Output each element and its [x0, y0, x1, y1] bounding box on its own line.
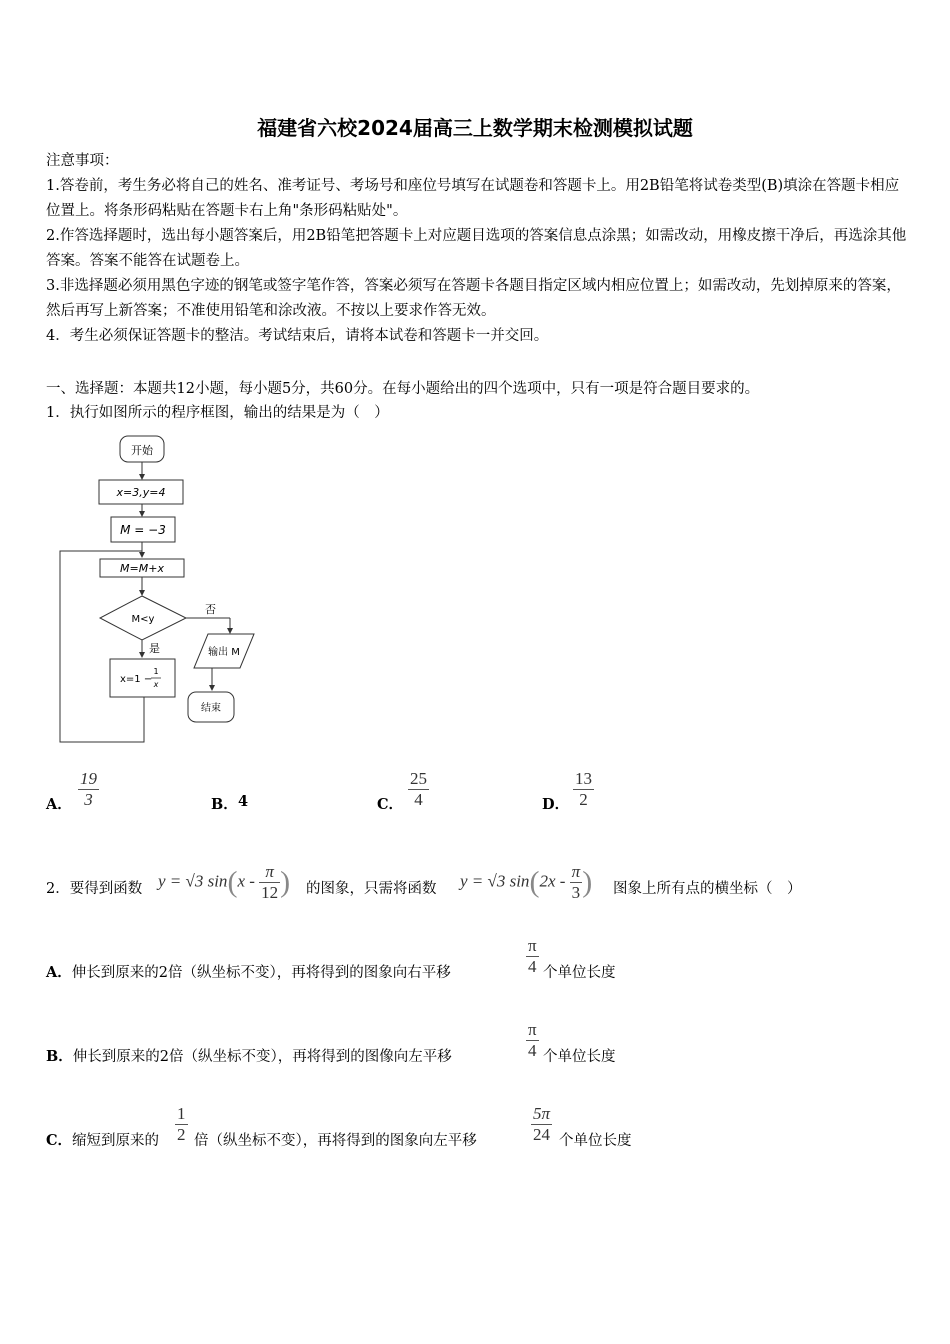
- q2-option-c-frac-1: $\frac{1}{2}$: [177, 1104, 186, 1144]
- notice-item-2: 2.作答选择题时，选出每小题答案后，用2B铅笔把答题卡上对应题目选项的答案信息点涂黑；如需改动，用橡皮擦干净后，再选涂其他答案。答案不能答在试题卷上。: [46, 228, 907, 269]
- notice-heading: 注意事项：: [46, 153, 119, 169]
- flow-assign-label: x=1 −: [120, 674, 153, 685]
- q2-option-c-middle: 倍（纵坐标不变），再将得到的图象向左平移: [194, 1133, 477, 1149]
- q1-option-a-label: A．: [46, 796, 72, 813]
- flowchart: [50, 425, 270, 755]
- flow-output-label: 输出 M: [208, 647, 240, 658]
- notice-item-1: 1.答卷前，考生务必将自己的姓名、准考证号、考场号和座位号填写在试题卷和答题卡上。用2B铅笔将试卷类型(B)填涂在答题卡相应位置上。将条形码粘贴在答题卡右上角"条形码粘贴处"。: [46, 178, 900, 219]
- flow-init-label: x=3,y=4: [116, 486, 166, 499]
- q2-option-b-frac: $\frac{\pi}{4}$: [528, 1020, 537, 1060]
- flow-yes-label: 是: [149, 642, 160, 655]
- q1-option-d-label: D．: [542, 796, 570, 813]
- q2-option-c-frac-2: $\frac{5\pi}{24}$: [533, 1104, 551, 1144]
- q2-option-a: A．伸长到原来的2倍（纵坐标不变），再将得到的图象向右平移: [46, 964, 451, 981]
- flow-no-label: 否: [205, 603, 216, 616]
- q1-option-b-value: 4: [238, 793, 249, 810]
- flow-setM-label: M = −3: [120, 523, 166, 537]
- q2-option-a-frac: $\frac{\pi}{4}$: [528, 936, 537, 976]
- q2-function-1: y = √3 sin(x - $\frac{\pi}{12}$ ): [158, 862, 291, 902]
- q2-option-b-tail: 个单位长度: [543, 1049, 616, 1065]
- q1-option-d-value: $\frac{13}{2}$: [575, 769, 592, 809]
- section-heading: 一、选择题：本题共12小题，每小题5分，共60分。在每小题给出的四个选项中，只有一项是符合题目要求的。: [46, 381, 760, 397]
- q2-option-c-tail: 个单位长度: [559, 1133, 632, 1149]
- q2-option-c: C．缩短到原来的: [46, 1132, 160, 1149]
- flow-end-label: 结束: [201, 703, 221, 714]
- flow-start-label: 开始: [131, 444, 153, 457]
- q2-middle: 的图象，只需将函数: [306, 881, 437, 897]
- flow-assign-num: 1: [153, 667, 159, 676]
- flow-update-label: M=M+x: [120, 562, 164, 575]
- flow-assign-den: x: [153, 680, 159, 689]
- q2-prefix: 2．要得到函数: [46, 881, 143, 897]
- q2-option-b: B．伸长到原来的2倍（纵坐标不变），再将得到的图像向左平移: [46, 1048, 452, 1065]
- question-1-stem: 1．执行如图所示的程序框图，输出的结果是为（ ）: [46, 405, 389, 421]
- q2-function-2: y = √3 sin(2x - $\frac{\pi}{3}$ ): [460, 862, 593, 902]
- flow-cond-label: M<y: [131, 614, 155, 625]
- q2-option-a-tail: 个单位长度: [543, 965, 616, 981]
- notice: [46, 149, 908, 349]
- q1-option-b-label: B．: [211, 796, 238, 813]
- notice-item-3: 3.非选择题必须用黑色字迹的钢笔或签字笔作答，答案必须写在答题卡各题目指定区域内相应位置上；如需改动，先划掉原来的答案，然后再写上新答案；不准使用铅笔和涂改液。不按以上要求作答无效。: [46, 278, 901, 319]
- q1-option-c-value: $\frac{25}{4}$: [410, 769, 427, 809]
- q1-option-a-value: $\frac{19}{3}$: [80, 769, 97, 809]
- notice-item-4: 4．考生必须保证答题卡的整洁。考试结束后，请将本试卷和答题卡一并交回。: [46, 328, 549, 344]
- q1-option-c-label: C．: [377, 796, 404, 813]
- page-title: 福建省六校2024届高三上数学期末检测模拟试题: [257, 116, 693, 140]
- q2-suffix: 图象上所有点的横坐标（ ）: [613, 881, 802, 897]
